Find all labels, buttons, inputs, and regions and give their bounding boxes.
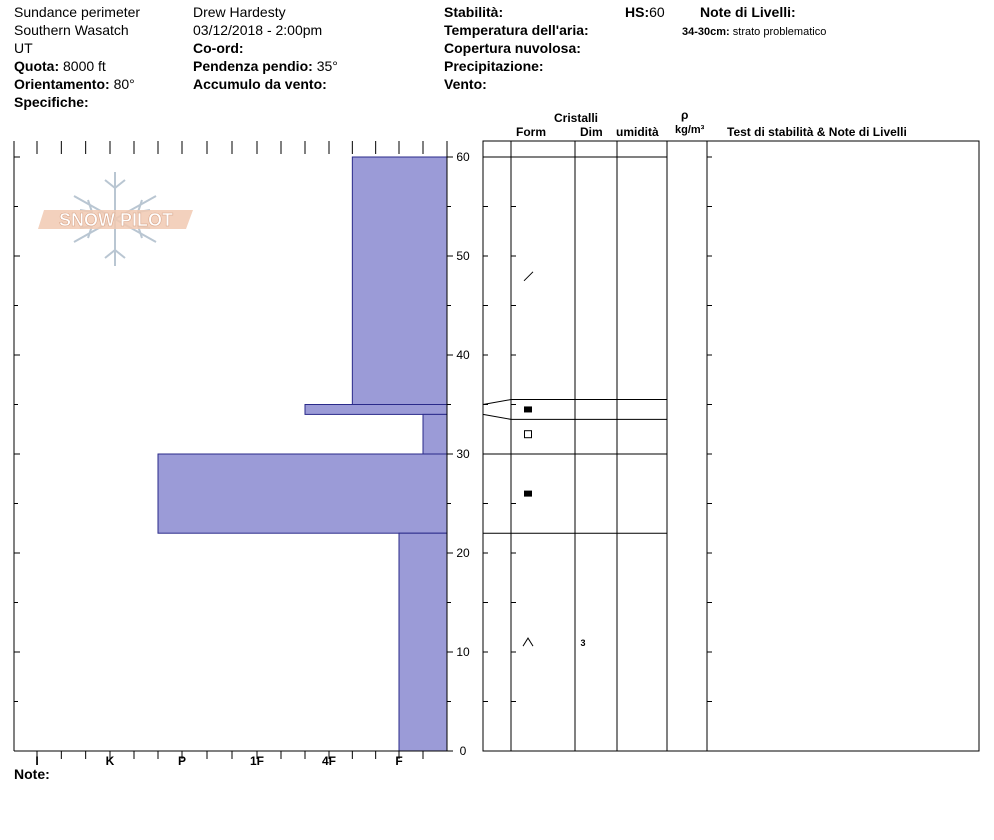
depth-tick-label: 20 [456,546,470,560]
elevation-label: Quota: [14,58,60,74]
grain-size-label: 3 [580,638,586,649]
depth-tick-label: 0 [459,744,467,758]
layer-note-range: 34-30cm: [682,26,730,38]
location: Sundance perimeter [14,4,141,20]
observer: Drew Hardesty [193,4,286,20]
form-header: Form [516,125,546,139]
table-frame [483,141,979,751]
connector-line [483,414,511,419]
aspect-value: 80° [113,76,135,92]
notes-label: Note: [14,766,50,782]
density-unit-header: kg/m³ [675,124,705,136]
hardness-bar-3 [158,454,447,533]
depth-tick-label: 30 [456,447,470,461]
grain-form-slash-icon [524,272,533,281]
hs-label: HS: [625,4,650,20]
hardness-bar-0 [352,157,447,405]
logo-text: SNOW PILOT [59,210,173,230]
wind-loading-label: Accumulo da vento: [193,76,327,92]
hardness-label: P [177,754,187,768]
moisture-header: umidità [616,125,659,139]
layer-note-text: strato problematico [732,26,827,38]
hardness-bar-4 [399,533,447,751]
air-temp-label: Temperatura dell'aria: [444,22,589,38]
hardness-bar-2 [423,414,447,454]
hardness-label: I [35,754,39,768]
depth-tick-label: 40 [456,348,470,362]
coords-label: Co-ord: [193,40,244,56]
stability-label: Stabilità: [444,4,504,20]
mountain-range: Southern Wasatch [14,22,129,38]
hs-value: 60 [649,4,665,20]
depth-tick-label: 60 [456,150,470,164]
size-header: Dim [580,125,603,139]
grain-form-open-square-icon [525,431,532,438]
aspect-label: Orientamento: [14,76,110,92]
datetime: 03/12/2018 - 2:00pm [193,22,323,38]
hardness-label: F [395,754,403,768]
crystals-header: Cristalli [554,111,599,125]
hardness-label: K [105,754,115,768]
wind-label: Vento: [444,76,487,92]
slope-value: 35° [316,58,338,74]
grain-form-caret-icon [523,638,533,646]
hardness-label: 4F [321,754,337,768]
slope-label: Pendenza pendio: [193,58,313,74]
rho-header: ρ [681,108,689,122]
layer-notes-label: Note di Livelli: [700,4,796,20]
hardness-bar-1 [305,405,447,415]
state: UT [14,40,33,56]
grain-form-filled-square-icon [524,406,532,412]
grain-form-filled-square-icon [524,491,532,497]
depth-tick-label: 10 [456,645,470,659]
precipitation-label: Precipitazione: [444,58,544,74]
connector-line [483,400,511,405]
cloud-cover-label: Copertura nuvolosa: [444,40,581,56]
elevation-value: 8000 ft [63,58,106,74]
hardness-label: 1F [249,754,265,768]
stability-notes-header: Test di stabilità & Note di Livelli [727,125,907,139]
specifics-label: Specifiche: [14,94,89,110]
depth-tick-label: 50 [456,249,470,263]
